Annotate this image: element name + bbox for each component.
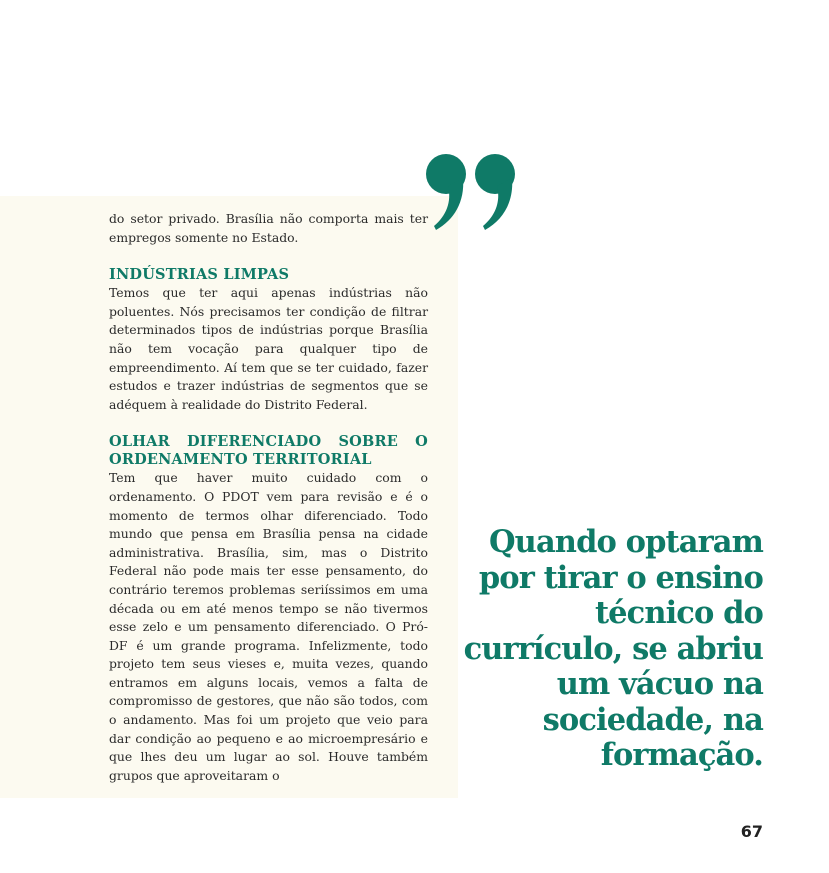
- quote-mark-icon: [424, 150, 524, 234]
- pull-quote-text: Quando optaram por tirar o ensino técnico do currículo, se abriu um vácuo na sociedade, na formação.: [463, 524, 763, 773]
- section-body-industrias-limpas: Temos que ter aqui apenas indústrias não poluentes. Nós precisamos ter condição de filtrar determinados tipos de indústrias porque Brasília não tem vocação para qualquer tipo de empreendimento. Aí tem que se ter cuidado, fazer estudos e trazer indústrias de segmentos que se adéquem à realidade do Distrito Federal.: [109, 285, 428, 412]
- intro-paragraph: do setor privado. Brasília não comporta mais ter empregos somente no Estado.: [109, 211, 428, 245]
- page-number: 67: [740, 822, 763, 841]
- section-heading-olhar-diferenciado: OLHAR DIFERENCIADO SOBRE O ORDENAMENTO TERRITORIAL: [109, 433, 428, 469]
- article-column: [109, 210, 428, 785]
- section-body-olhar-diferenciado: Tem que haver muito cuidado com o ordenamento. O PDOT vem para revisão e é o momento de termos olhar diferenciado. Todo mundo que pensa em Brasília pensa na cidade administrativa. Brasília, sim, mas o Distrito Federal não pode mais ter esse pensamento, do contrário teremos problemas seriíssimos em uma década ou em até menos tempo se não tivermos esse zelo e um pensamento diferenciado. O Pró-DF é um grande programa. Infelizmente, todo projeto tem seus vieses e, muita vezes, quando entramos em alguns locais, vemos a falta de compromisso de gestores, que não são todos, com o andamento. Mas foi um projeto que veio para dar condição ao pequeno e ao microempresário e que lhes deu um lugar ao sol. Houve também grupos que aproveitaram o: [109, 470, 428, 783]
- section-heading-industrias-limpas: INDÚSTRIAS LIMPAS: [109, 266, 290, 284]
